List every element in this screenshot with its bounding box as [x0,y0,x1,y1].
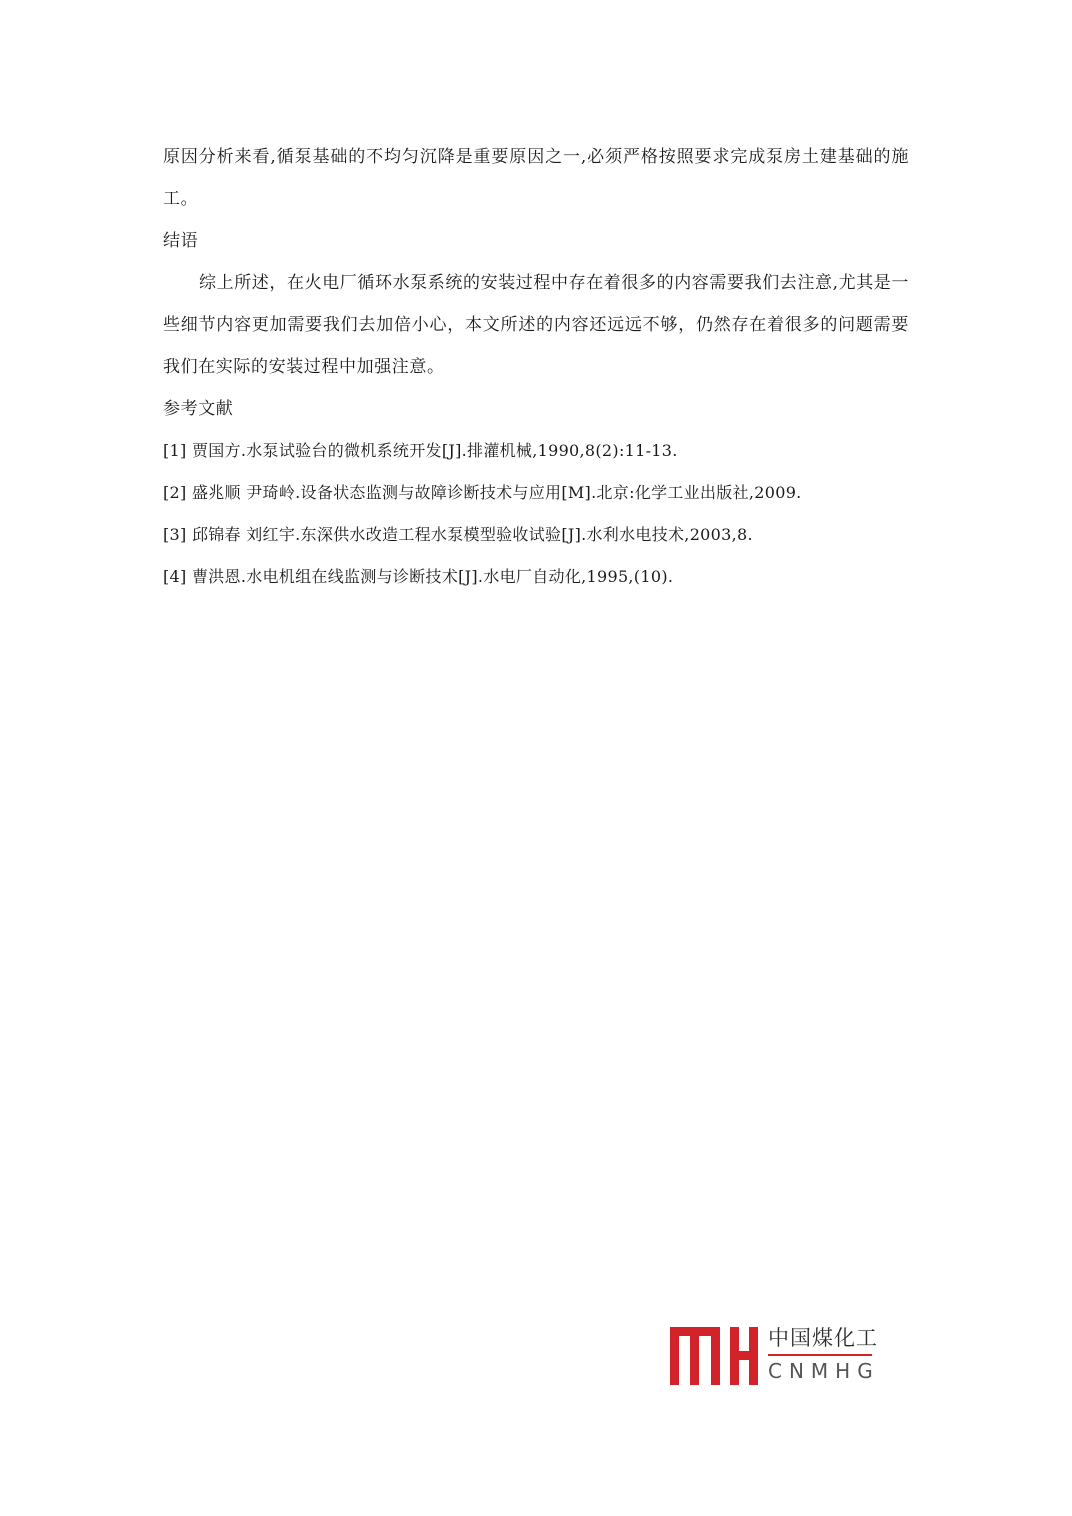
body-content [163,136,909,598]
conclusion-paragraph: 综上所述，在火电厂循环水泵系统的安装过程中存在着很多的内容需要我们去注意,尤其是一些细节内容更加需要我们去加倍小心，本文所述的内容还远远不够，仍然存在着很多的问题需要我们在实际的安装过程中加强注意。 [163,273,910,377]
references-heading: 参考文献 [163,399,234,419]
paragraph-continued: 原因分析来看,循泵基础的不均匀沉降是重要原因之一,必须严格按照要求完成泵房土建基础的施工。 [163,147,909,209]
logo-name-english: CNMHG [768,1359,880,1383]
reference-item: [3] 邱锦春 刘红宇.东深供水改造工程水泵模型验收试验[J].水利水电技术,2003,8. [163,525,753,544]
reference-item: [2] 盛兆顺 尹琦岭.设备状态监测与故障诊断技术与应用[M].北京:化学工业出版社,2009. [163,483,802,502]
reference-list [163,430,909,598]
logo-divider [768,1354,872,1356]
logo-name-chinese: 中国煤化工 [768,1326,878,1350]
logo-mark-icon [670,1325,760,1387]
reference-item: [1] 贾国方.水泵试验台的微机系统开发[J].排灌机械,1990,8(2):11-13. [163,441,678,460]
reference-item: [4] 曹洪恩.水电机组在线监测与诊断技术[J].水电厂自动化,1995,(10). [163,567,674,586]
publisher-logo [670,1325,880,1387]
conclusion-heading: 结语 [163,231,199,251]
